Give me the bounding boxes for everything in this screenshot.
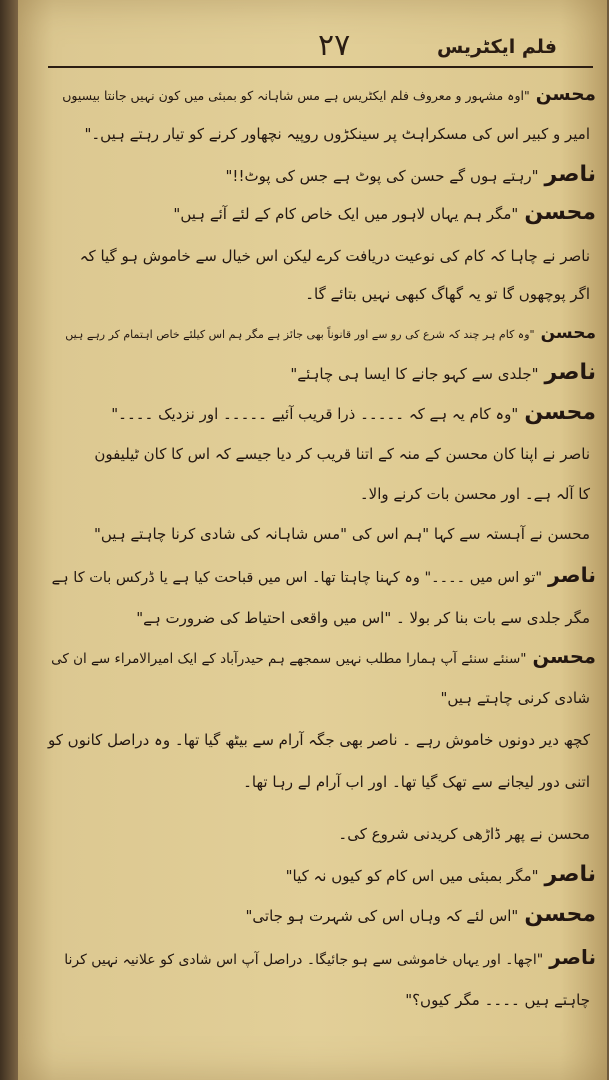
line-text: مگر جلدی سے بات بنا کر بولا ۔ "اس میں واقعی احتیاط کی ضرورت ہے" xyxy=(136,609,590,627)
text-line xyxy=(64,942,596,972)
line-text: "اچھا۔ اور یہاں خاموشی سے ہو جائیگا۔ دراصل آپ اس شادی کو علانیہ نہیں کرنا xyxy=(64,952,544,968)
line-text: محسن نے پھر ڈاڑھی کریدنی شروع کی۔ xyxy=(338,825,590,843)
line-text: "وہ کام یہ ہے کہ ۔۔۔۔۔ ذرا قریب آئیے ۔۔۔۔۔ اور نزدیک ۔۔۔۔" xyxy=(111,405,519,423)
line-text: امیر و کبیر اس کی مسکراہٹ پر سینکڑوں روپیہ نچھاور کرنے کو تیار رہتے ہیں۔" xyxy=(84,125,590,143)
line-text: "مگر بمبئی میں اس کام کو کیوں نہ کیا" xyxy=(285,867,539,885)
text-line xyxy=(360,478,596,508)
speaker-name: محسن xyxy=(524,902,596,927)
running-title: فلم ایکٹریس xyxy=(437,36,557,58)
book-page xyxy=(18,0,607,1080)
text-line xyxy=(94,438,596,468)
line-text: ناصر نے اپنا کان محسن کے منہ کے اتنا قریب کر دیا جیسے کہ اس کا کان ٹیلیفون xyxy=(94,445,590,463)
line-text: "رہتے ہوں گے حسن کی پوٹ ہے جس کی پوٹ!!" xyxy=(225,167,539,185)
text-line xyxy=(173,198,596,228)
text-line xyxy=(62,80,596,110)
text-line xyxy=(80,240,596,270)
speaker-name: محسن xyxy=(532,645,596,668)
text-line xyxy=(65,318,596,348)
line-text: ناصر نے چاہا کہ کام کی نوعیت دریافت کرے لیکن اس خیال سے خاموش ہو گیا کہ xyxy=(79,247,590,265)
speaker-name: ناصر xyxy=(544,162,596,187)
header-rule xyxy=(48,66,593,68)
book-spine xyxy=(0,0,18,1080)
page-number: ۲۷ xyxy=(318,28,351,63)
line-text: "مگر ہم یہاں لاہور میں ایک خاص کام کے لئے آئے ہیں" xyxy=(173,205,519,223)
line-text: اتنی دور لیجانے سے تھک گیا تھا۔ اور اب آرام لے رہا تھا۔ xyxy=(243,773,590,791)
speaker-name: محسن xyxy=(524,400,596,425)
line-text: "جلدی سے کہو جانے کا ایسا ہی چاہئے" xyxy=(290,365,539,383)
speaker-name: ناصر xyxy=(548,563,596,587)
line-text: "اس لئے کہ وہاں اس کی شہرت ہو جاتی" xyxy=(245,907,519,925)
speaker-name: محسن xyxy=(524,200,596,225)
line-text: چاہتے ہیں ۔۔۔۔ مگر کیوں؟" xyxy=(405,991,590,1009)
speaker-name: محسن xyxy=(540,323,596,343)
text-line xyxy=(243,766,596,796)
text-line xyxy=(246,900,596,930)
text-line xyxy=(226,160,596,190)
text-line xyxy=(111,398,596,428)
speaker-name: ناصر xyxy=(549,945,596,969)
text-line xyxy=(305,278,596,308)
text-line xyxy=(84,118,596,148)
text-line xyxy=(405,984,596,1014)
line-text: "اوہ مشہور و معروف فلم ایکٹریس ہے مس شاہانہ کو بمبئی میں کون نہیں جانتا بیسیوں xyxy=(62,88,530,103)
text-line xyxy=(440,682,596,712)
line-text: شادی کرنی چاہتے ہیں" xyxy=(440,689,590,707)
speaker-name: ناصر xyxy=(544,862,596,887)
line-text: کچھ دیر دونوں خاموش رہے ۔ ناصر بھی جگہ آرام سے بیٹھ گیا تھا۔ وہ دراصل کانوں کو xyxy=(48,731,590,749)
text-line xyxy=(51,642,596,672)
text-line xyxy=(286,860,596,890)
text-line xyxy=(48,724,596,754)
text-line xyxy=(290,358,596,388)
text-line xyxy=(338,818,596,848)
line-text: "وہ کام ہر چند کہ شرع کی رو سے اور قانوناً بھی جائز ہے مگر ہم اس کیلئے خاص اہتمام کر رہے ہیں xyxy=(65,328,535,341)
line-text: "تو اس میں ۔۔۔۔" وہ کہنا چاہتا تھا۔ اس میں قباحت کیا ہے یا ڈرکس بات کا ہے xyxy=(51,570,543,586)
text-line xyxy=(136,602,596,632)
page-header xyxy=(58,28,577,68)
speaker-name: محسن xyxy=(535,84,596,105)
text-line xyxy=(52,560,596,590)
speaker-name: ناصر xyxy=(544,360,596,385)
line-text: کا آلہ ہے۔ اور محسن بات کرنے والا۔ xyxy=(359,485,590,503)
line-text: "سنئے سنئے آپ ہمارا مطلب نہیں سمجھے ہم حیدرآباد کے ایک امیرالامراء سے ان کی xyxy=(51,651,527,667)
line-text: اگر پوچھوں گا تو یہ گھاگ کبھی نہیں بتائے گا۔ xyxy=(305,285,590,303)
line-text: محسن نے آہستہ سے کہا "ہم اس کی "مس شاہانہ کی شادی کرنا چاہتے ہیں" xyxy=(93,525,590,543)
text-line xyxy=(94,518,596,548)
